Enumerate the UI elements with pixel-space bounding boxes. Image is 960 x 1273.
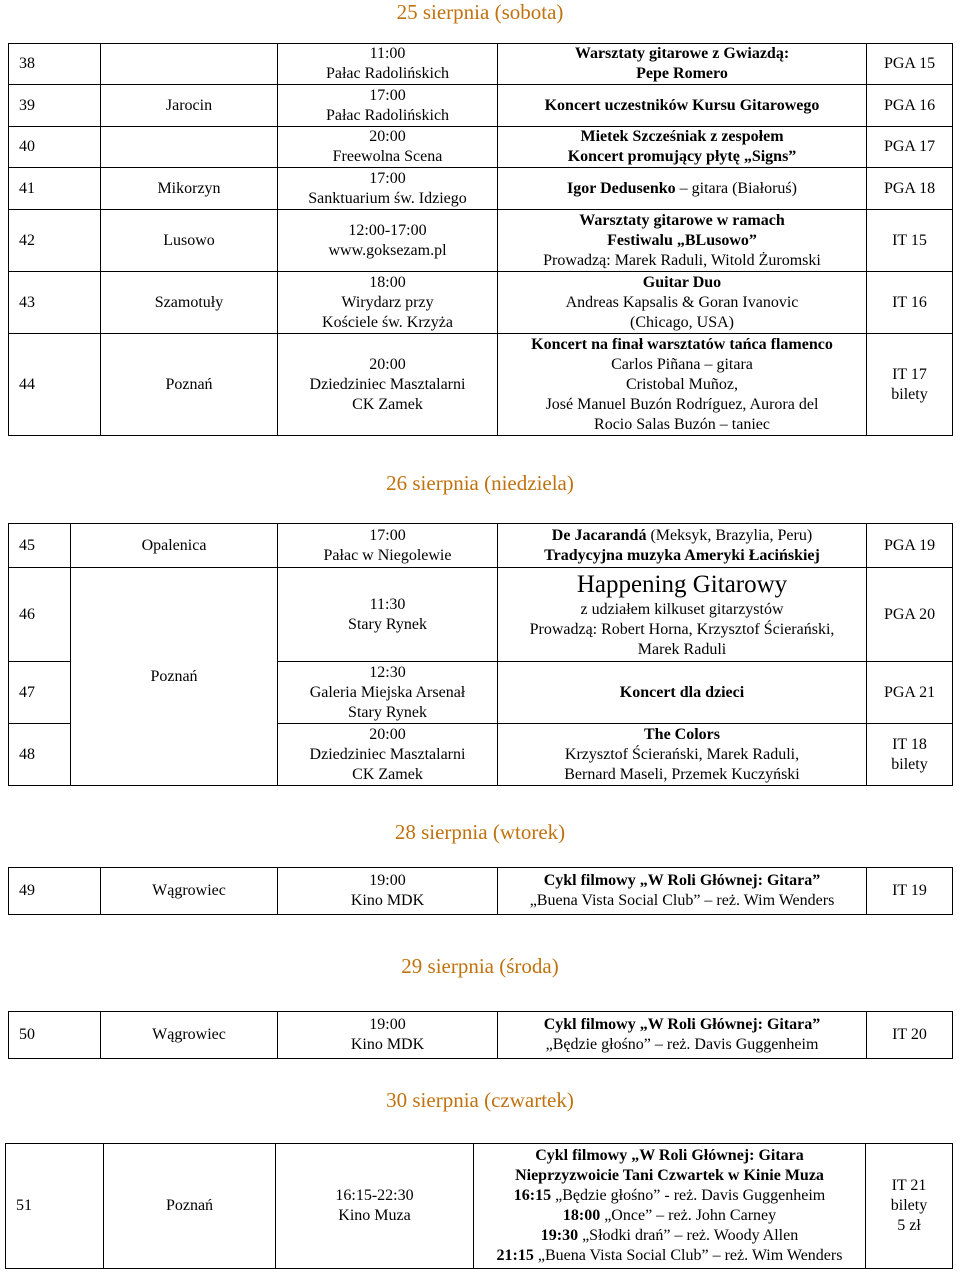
- town-cell: Poznań: [104, 1144, 276, 1269]
- event-venue: Kościele św. Krzyża: [322, 313, 453, 331]
- event-line: Warsztaty gitarowe z Gwiazdą:: [574, 45, 790, 62]
- event-line: Bernard Maseli, Przemek Kuczyński: [564, 765, 800, 783]
- table-row: [9, 524, 953, 568]
- ticket-code: IT 15: [867, 210, 953, 272]
- event-cell: [498, 868, 867, 915]
- event-venue: Sanktuarium św. Idziego: [308, 189, 467, 207]
- day-heading-26: 26 sierpnia (niedziela): [386, 471, 574, 495]
- town-cell: Szamotuły: [101, 272, 278, 334]
- event-time: 16:15-22:30: [335, 1187, 414, 1204]
- event-cell: [498, 272, 867, 334]
- screening-time: 19:30: [540, 1227, 579, 1244]
- event-line: Andreas Kapsalis & Goran Ivanovic: [565, 293, 799, 311]
- ticket-code: PGA 17: [867, 127, 953, 168]
- event-time: 20:00: [369, 355, 406, 373]
- row-number: 45: [9, 524, 71, 568]
- event-time: 17:00: [369, 526, 406, 544]
- ticket-code: IT 20: [867, 1012, 953, 1059]
- row-number: 47: [9, 662, 71, 724]
- event-cell: [498, 334, 867, 436]
- event-line: Mietek Szcześniak z zespołem: [580, 128, 784, 145]
- screening-time: 18:00: [562, 1207, 601, 1224]
- table-row: [9, 568, 953, 662]
- event-cell: [498, 210, 867, 272]
- event-time: 19:00: [369, 872, 406, 889]
- table-row: [9, 127, 953, 168]
- event-venue: Wirydarz przy: [341, 293, 434, 311]
- ticket-code-line: bilety: [890, 1197, 928, 1214]
- row-number: 43: [9, 272, 101, 334]
- schedule-table-30: [5, 1143, 953, 1269]
- event-line: Cykl filmowy „W Roli Głównej: Gitara”: [543, 872, 821, 889]
- event-line: Rocio Salas Buzón – taniec: [594, 415, 770, 433]
- event-line: Krzysztof Ścierański, Marek Raduli,: [564, 745, 800, 763]
- town-cell: [101, 127, 278, 168]
- event-venue: CK Zamek: [352, 765, 423, 783]
- ticket-code: PGA 19: [867, 524, 953, 568]
- row-number: 40: [9, 127, 101, 168]
- table-row: [9, 168, 953, 210]
- event-time: 18:00: [369, 273, 406, 291]
- time-venue-cell: [278, 127, 498, 168]
- row-number: 42: [9, 210, 101, 272]
- row-number: 50: [9, 1012, 101, 1059]
- event-line: Warsztaty gitarowe w ramach: [579, 211, 785, 229]
- time-venue-cell: [278, 662, 498, 724]
- event-line: Prowadzą: Marek Raduli, Witold Żuromski: [543, 251, 821, 269]
- time-venue-cell: [278, 724, 498, 786]
- event-cell: [474, 1144, 866, 1269]
- event-line: Koncert uczestników Kursu Gitarowego: [544, 96, 820, 114]
- time-venue-cell: [278, 85, 498, 127]
- ticket-code: [866, 1144, 953, 1269]
- event-cell: [498, 44, 867, 85]
- ticket-code: [867, 724, 953, 786]
- event-line: José Manuel Buzón Rodríguez, Aurora del: [545, 395, 819, 413]
- ticket-code: [867, 334, 953, 436]
- row-number: 39: [9, 85, 101, 127]
- event-line: Cykl filmowy „W Roli Głównej: Gitara: [535, 1147, 804, 1164]
- town-cell: Poznań: [101, 334, 278, 436]
- event-venue-link[interactable]: www.goksezam.pl: [328, 241, 447, 259]
- event-time: 12:00-17:00: [348, 221, 427, 239]
- time-venue-cell: [278, 168, 498, 210]
- event-venue: Kino Muza: [338, 1207, 411, 1224]
- ticket-code: PGA 16: [867, 85, 953, 127]
- ticket-code-line: bilety: [891, 385, 928, 403]
- table-row: [9, 85, 953, 127]
- row-number: 46: [9, 568, 71, 662]
- town-cell: [101, 44, 278, 85]
- row-number: 38: [9, 44, 101, 85]
- event-line: Koncert promujący płytę „Signs”: [567, 148, 797, 165]
- ticket-code: IT 16: [867, 272, 953, 334]
- event-line: Koncert na finał warsztatów tańca flamenco: [531, 335, 833, 353]
- ticket-code: IT 19: [867, 868, 953, 915]
- event-venue: Kino MDK: [350, 1036, 425, 1053]
- time-venue-cell: [278, 210, 498, 272]
- event-venue: Pałac Radolińskich: [325, 106, 450, 124]
- time-venue-cell: [278, 524, 498, 568]
- row-number: 41: [9, 168, 101, 210]
- ticket-code-line: IT 17: [892, 365, 927, 383]
- day-heading-30: 30 sierpnia (czwartek): [386, 1088, 574, 1112]
- event-line: z udziałem kilkuset gitarzystów: [580, 600, 784, 618]
- screening-title: „Będzie głośno” - reż. Davis Guggenheim: [551, 1187, 826, 1204]
- table-row: [9, 44, 953, 85]
- event-cell: [498, 724, 867, 786]
- ticket-code-line: IT 21: [891, 1177, 927, 1194]
- performer-name: Igor Dedusenko: [567, 179, 676, 197]
- town-cell: Opalenica: [71, 524, 278, 568]
- row-number: 44: [9, 334, 101, 436]
- event-title: Happening Gitarowy: [576, 570, 788, 598]
- event-venue: Kino MDK: [350, 892, 425, 909]
- event-line: Guitar Duo: [642, 273, 722, 291]
- schedule-table-28: [8, 867, 953, 915]
- table-row: [9, 210, 953, 272]
- day-heading-28: 28 sierpnia (wtorek): [394, 820, 566, 844]
- town-cell: Poznań: [71, 568, 278, 786]
- table-row: [9, 334, 953, 436]
- event-line: [501, 526, 863, 546]
- time-venue-cell: [278, 44, 498, 85]
- performer-detail: – gitara (Białoruś): [675, 179, 797, 197]
- event-cell: [498, 85, 867, 127]
- event-line: „Buena Vista Social Club” – reż. Wim Wenders: [529, 892, 835, 909]
- event-venue: Stary Rynek: [348, 615, 427, 633]
- event-line: Carlos Piñana – gitara: [611, 355, 753, 373]
- performer-detail: (Meksyk, Brazylia, Peru): [646, 526, 813, 544]
- town-cell: Jarocin: [101, 85, 278, 127]
- event-time: 11:00: [369, 45, 406, 62]
- screening-time: 16:15: [513, 1187, 552, 1204]
- event-venue: Freewolna Scena: [332, 148, 443, 165]
- town-cell: Wągrowiec: [101, 1012, 278, 1059]
- event-line: Cykl filmowy „W Roli Głównej: Gitara”: [543, 1016, 821, 1033]
- event-line: Tradycyjna muzyka Ameryki Łacińskiej: [544, 546, 820, 564]
- event-line: [501, 179, 863, 199]
- row-number: 49: [9, 868, 101, 915]
- ticket-code: PGA 21: [867, 662, 953, 724]
- screening-time: 21:15: [496, 1247, 534, 1264]
- ticket-code-line: 5 zł: [897, 1217, 921, 1234]
- row-number: 48: [9, 724, 71, 786]
- schedule-table-29: [8, 1011, 953, 1059]
- table-row: [9, 868, 953, 915]
- event-cell: [498, 168, 867, 210]
- table-row: [9, 1012, 953, 1059]
- day-heading-29: 29 sierpnia (środa): [401, 954, 559, 978]
- event-cell: [498, 568, 867, 662]
- event-cell: [498, 1012, 867, 1059]
- event-time: 12:30: [369, 663, 406, 681]
- event-time: 20:00: [369, 725, 406, 743]
- ticket-code-line: IT 18: [892, 735, 927, 753]
- town-cell: Mikorzyn: [101, 168, 278, 210]
- town-cell: Wągrowiec: [101, 868, 278, 915]
- row-number: 51: [6, 1144, 104, 1269]
- time-venue-cell: [278, 568, 498, 662]
- event-line: The Colors: [644, 725, 720, 743]
- event-time: 20:00: [369, 128, 406, 145]
- ticket-code: PGA 18: [867, 168, 953, 210]
- screening-line: [477, 1206, 862, 1226]
- ticket-code: PGA 15: [867, 44, 953, 85]
- table-row: [6, 1144, 953, 1269]
- event-line: Nieprzyzwoicie Tani Czwartek w Kinie Muza: [515, 1167, 824, 1184]
- event-time: 17:00: [369, 86, 406, 104]
- screening-title: „Buena Vista Social Club” – reż. Wim Wenders: [533, 1247, 843, 1264]
- ticket-code: PGA 20: [867, 568, 953, 662]
- screening-line: [477, 1226, 862, 1246]
- time-venue-cell: [278, 868, 498, 915]
- day-heading-25: 25 sierpnia (sobota): [396, 0, 564, 24]
- schedule-table-25: [8, 43, 953, 436]
- event-line: Pepe Romero: [636, 65, 728, 82]
- event-line: Cristobal Muñoz,: [626, 375, 738, 393]
- performer-name: De Jacarandá: [551, 526, 647, 544]
- event-line: Prowadzą: Robert Horna, Krzysztof Ścierański,: [529, 620, 835, 638]
- event-time: 19:00: [369, 1016, 406, 1033]
- event-venue: Pałac w Niegolewie: [323, 546, 452, 564]
- event-line: Marek Raduli: [637, 640, 727, 658]
- event-time: 11:30: [369, 595, 406, 613]
- event-cell: [498, 524, 867, 568]
- time-venue-cell: [278, 272, 498, 334]
- event-time: 17:00: [369, 169, 406, 187]
- event-cell: Koncert dla dzieci: [498, 662, 867, 724]
- screening-line: [477, 1246, 862, 1266]
- table-row: [9, 272, 953, 334]
- event-line: Festiwalu „BLusowo”: [607, 231, 757, 249]
- screening-line: [477, 1186, 862, 1206]
- event-line: (Chicago, USA): [630, 313, 734, 331]
- time-venue-cell: [276, 1144, 474, 1269]
- event-venue: Dziedziniec Masztalarni: [309, 745, 466, 763]
- time-venue-cell: [278, 334, 498, 436]
- schedule-table-26: [8, 523, 953, 786]
- event-line: „Będzie głośno” – reż. Davis Guggenheim: [545, 1036, 819, 1053]
- screening-title: „Once” – reż. John Carney: [600, 1207, 777, 1224]
- event-venue: Dziedziniec Masztalarni: [309, 375, 466, 393]
- event-venue: Pałac Radolińskich: [325, 65, 450, 82]
- time-venue-cell: [278, 1012, 498, 1059]
- screening-title: „Słodki drań” – reż. Woody Allen: [578, 1227, 799, 1244]
- event-cell: [498, 127, 867, 168]
- town-cell: Lusowo: [101, 210, 278, 272]
- event-venue: Stary Rynek: [348, 703, 427, 721]
- event-venue: Galeria Miejska Arsenał: [309, 683, 466, 701]
- ticket-code-line: bilety: [891, 755, 928, 773]
- event-venue: CK Zamek: [352, 395, 423, 413]
